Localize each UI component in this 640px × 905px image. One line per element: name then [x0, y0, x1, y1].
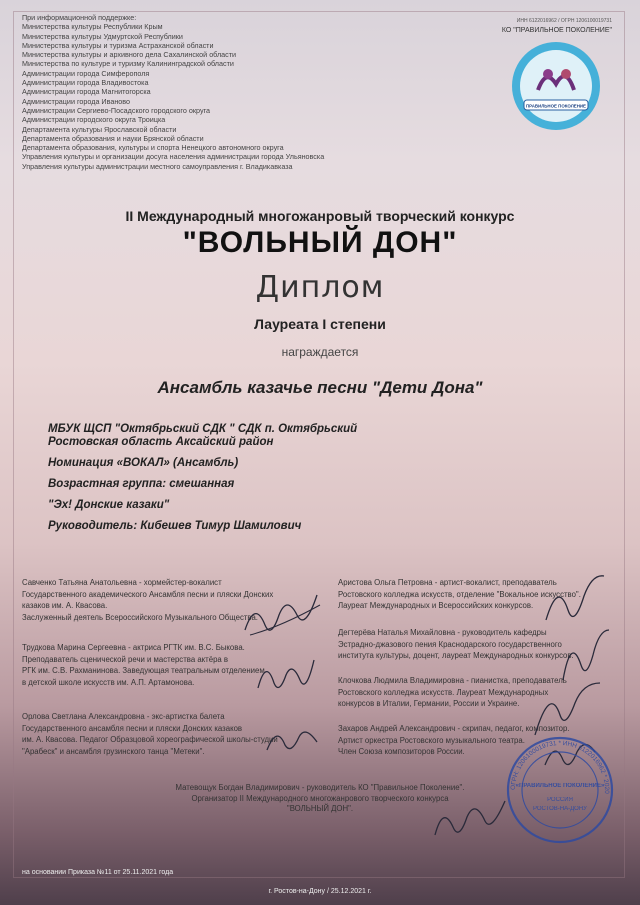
stamp-center-3: РОСТОВ-НА-ДОНУ [533, 806, 587, 812]
nomination: Номинация «ВОКАЛ» (Ансамбль) [48, 457, 239, 469]
support-line: Департамента культуры Ярославской области [22, 124, 177, 134]
support-line: Департамента образования, культуры и спорта Ненецкого автономного округа [22, 143, 284, 153]
support-line: Департамента образования и науки Брянской области [22, 133, 204, 143]
support-line: Администрации города Владивостока [22, 78, 149, 88]
order-reference: на основании Приказа №11 от 25.11.2021 года [22, 869, 174, 876]
recipient-name: Ансамбль казачье песни "Дети Дона" [157, 378, 483, 397]
support-line: Министерства культуры Удмуртской Республики [22, 31, 183, 41]
logo-caption: ПРАВИЛЬНОЕ ПОКОЛЕНИЕ [526, 103, 586, 109]
signature-3 [262, 715, 322, 760]
stamp-ring-text: ОГРН: 1206100019731 * ИНН 6122016962 * 2020 [509, 739, 611, 794]
org-line-2: Ростовская область Аксайский район [48, 436, 274, 448]
support-line: Администрации города Иваново [22, 96, 131, 106]
jury-right-4: Захаров Андрей Александрович - скрипач, педагог, композитор. Артист оркестра Ростовского музыкального театра. Член Союза композиторов России. [338, 724, 570, 756]
organizer-block: Матевощук Богдан Владимирович - руководитель КО "Правильное Поколение". Организатор II Международного многожанрового творческого конкурса "ВОЛЬНЫЙ ДОН". [175, 783, 465, 813]
piece-title: "Эх! Донские казаки" [48, 499, 170, 511]
org-name: КО "ПРАВИЛЬНОЕ ПОКОЛЕНИЕ" [501, 27, 612, 34]
support-line: Администрации городского округа Троицка [22, 115, 166, 125]
stamp-center-1: «ПРАВИЛЬНОЕ ПОКОЛЕНИЕ» [515, 783, 605, 789]
age-group: Возрастная группа: смешанная [48, 478, 235, 490]
signature-1 [240, 585, 330, 645]
awarded-label: награждается [281, 345, 359, 359]
org-inn: ИНН 6122016962 / ОГРН 1206100019731 [516, 18, 612, 24]
signature-6 [530, 680, 605, 740]
org-line-1: МБУК ЩСП "Октябрьский СДК " СДК п. Октябрьский [48, 423, 358, 435]
support-line: Управления культуры администрации местного самоуправления г. Владикавказа [22, 161, 293, 171]
support-line: Министерства культуры Республики Крым [22, 22, 163, 32]
leader: Руководитель: Кибешев Тимур Шамилович [48, 520, 302, 532]
jury-left-3: Орлова Светлана Александровна - экс-артистка балета Государственного ансамбля песни и пляски Донских казаков им. А. Квасова. Педагог Образцовой хореографической школы-студии "Арабеск" и ансамбля грузинского танца "Метеки". [22, 712, 278, 756]
contest-title: II Международный многожанровый творческий конкурс [125, 208, 515, 224]
jury-right-2: Дегтерёва Наталья Михайловна - руководитель кафедры Эстрадно-джазового пения Краснодарского государственного института культуры, доцент, лауреат Международных конкурсов. [338, 628, 574, 660]
support-line: При информационной поддержке: [22, 13, 137, 22]
org-logo [508, 38, 604, 134]
recipient-details [48, 423, 357, 532]
contest-name: "ВОЛЬНЫЙ ДОН" [182, 226, 458, 259]
support-line: Министерства культуры и туризма Астраханской области [22, 40, 214, 50]
jury-left-2: Трудкова Марина Сергеевна - актриса РГТК им. В.С. Быкова. Преподаватель сценической речи и мастерства актёра в РГК им. С.В. Рахманинова. Заведующая театральным отделением в детской школе искусств им. А.П. Артамонова. [22, 643, 265, 687]
place-date: г. Ростов-на-Дону / 25.12.2021 г. [268, 888, 372, 895]
signature-8 [430, 790, 510, 845]
signature-4 [540, 570, 610, 630]
jury-left-1: Савченко Татьяна Анатольевна - хормейстер-вокалист Государственного академического Ансамбля песни и пляски Донских казаков им. А. Квасова. Заслуженный деятель Всероссийского Музыкального Общества. [22, 578, 274, 622]
jury-right-3: Клочкова Людмила Владимировна - пианистка, преподаватель Ростовского колледжа искусств. Лауреат Международных конкурсов в Италии, Германии, России и Украине. [338, 676, 567, 708]
support-line: Администрации города Магнитогорска [22, 87, 151, 97]
signature-5 [555, 625, 615, 685]
laureate-degree: Лауреата I степени [254, 316, 386, 332]
stamp-center-2: РОССИЯ [547, 797, 573, 803]
support-line: Министерства культуры и архивного дела Сахалинской области [22, 50, 237, 60]
support-list [22, 13, 324, 171]
support-line: Управления культуры и организации досуга населения администрации города Ульяновска [22, 152, 325, 162]
support-line: Министерства по культуре и туризму Калининградской области [22, 59, 234, 69]
jury-right-1: Аристова Ольга Петровна - артист-вокалист, преподаватель Ростовского колледжа искусств, отделение "Вокальное искусство". Лауреат Международных и Всероссийских конкурсов. [338, 578, 581, 610]
signature-2 [250, 648, 320, 703]
diploma-heading: Диплом [255, 270, 385, 305]
support-line: Администрации города Симферополя [22, 68, 150, 78]
official-stamp [505, 735, 615, 845]
support-line: Администрации Сергиево-Посадского городского округа [22, 105, 211, 115]
